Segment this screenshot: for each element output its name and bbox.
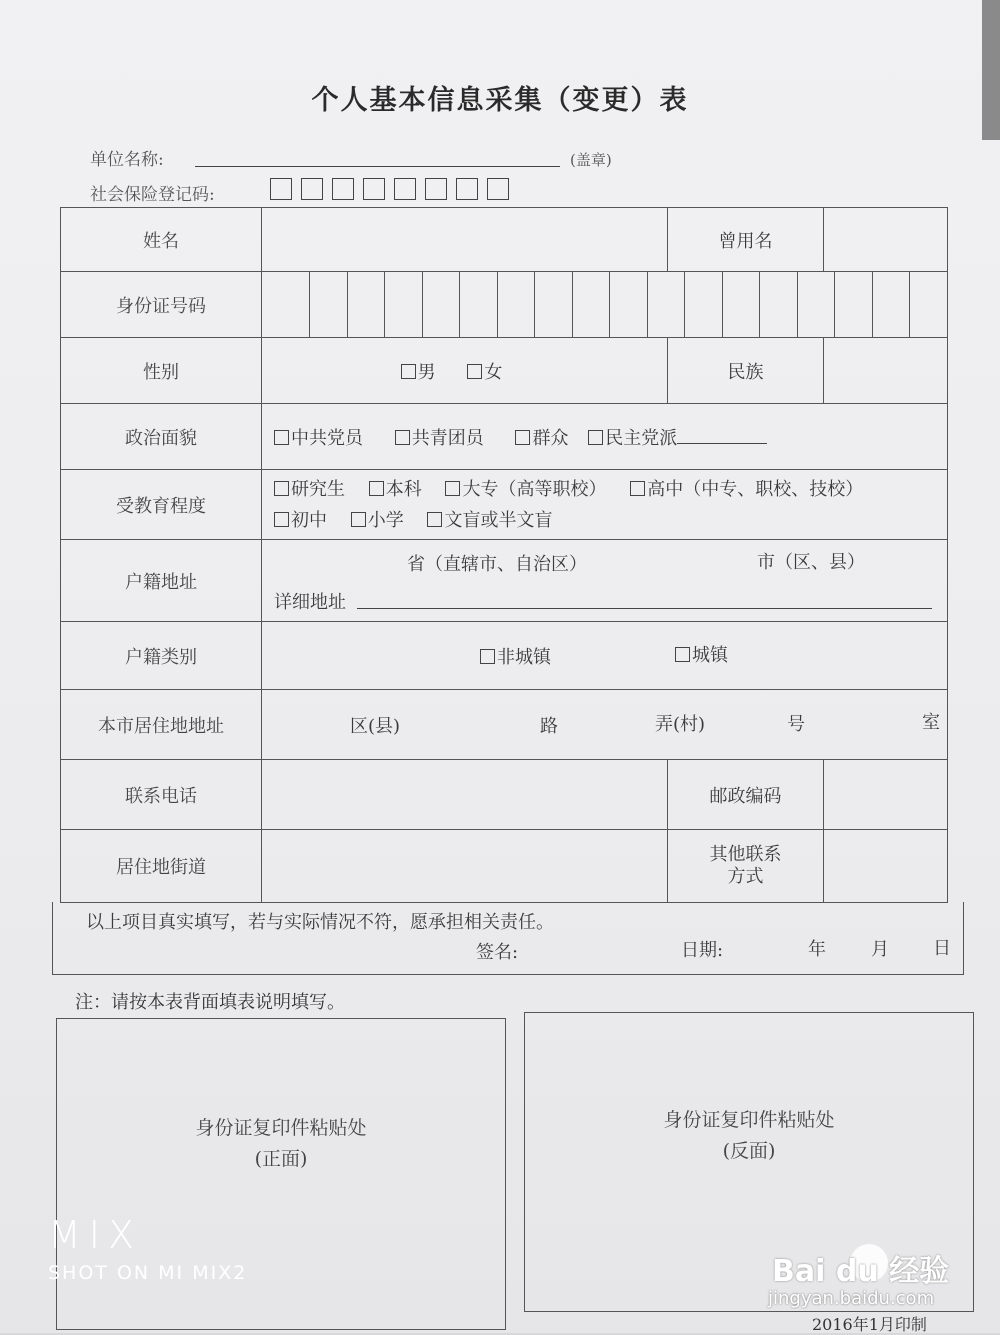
education-option[interactable]: 研究生 [274, 479, 345, 500]
political-options [262, 404, 948, 470]
political-option[interactable]: 民主党派 [588, 428, 767, 449]
education-option[interactable]: 本科 [369, 479, 422, 500]
phone-field[interactable] [262, 760, 668, 830]
hukou-type-option[interactable]: 城镇 [675, 641, 728, 667]
checkbox-icon[interactable] [274, 481, 289, 496]
id-digit-cell[interactable] [309, 272, 347, 337]
gender-label: 性别 [61, 338, 262, 404]
id-digit-cell[interactable] [534, 272, 572, 337]
education-option[interactable]: 小学 [351, 510, 404, 531]
checkbox-icon[interactable] [445, 481, 460, 496]
signature-label: 签名: [476, 942, 519, 963]
info-table [60, 207, 948, 903]
ss-code-box[interactable] [487, 178, 509, 200]
day-label: 日 [933, 938, 951, 959]
checkbox-icon[interactable] [274, 512, 289, 527]
paper-edge-shadow [982, 0, 1000, 140]
seal-label: (盖章) [570, 151, 612, 169]
id-digit-cell[interactable] [422, 272, 460, 337]
shot-on-watermark: SHOT ON MI MIX2 [48, 1262, 248, 1284]
checkbox-icon[interactable] [427, 512, 442, 527]
id-digit-cell[interactable] [609, 272, 647, 337]
checkbox-icon[interactable] [395, 430, 410, 445]
form-title: 个人基本信息采集（变更）表 [311, 85, 689, 116]
id-digit-cell[interactable] [347, 272, 385, 337]
checkbox-icon[interactable] [630, 481, 645, 496]
education-options [262, 470, 948, 540]
city-text: 市（区、县） [757, 552, 865, 573]
residence-room: 室 [922, 712, 940, 733]
other-contact-label: 其他联系方式 [668, 830, 824, 903]
checkbox-icon[interactable] [274, 430, 289, 445]
id-number-cells[interactable] [262, 272, 948, 338]
former-name-field[interactable] [824, 208, 948, 272]
street-field[interactable] [262, 830, 668, 903]
gender-option-male[interactable]: 男 [401, 362, 436, 383]
ethnicity-field[interactable] [824, 338, 948, 404]
id-digit-cell[interactable] [684, 272, 722, 337]
gender-options [262, 338, 668, 404]
ss-code-box[interactable] [332, 178, 354, 200]
education-option[interactable]: 高中（中专、职校、技校） [630, 479, 863, 500]
education-option[interactable]: 初中 [274, 510, 327, 531]
id-digit-cell[interactable] [384, 272, 422, 337]
ss-code-boxes[interactable] [270, 178, 518, 200]
political-option[interactable]: 中共党员 [274, 428, 363, 449]
province-text: 省（直辖市、自治区） [407, 554, 587, 575]
postcode-field[interactable] [824, 760, 948, 830]
fill-note: 注：请按本表背面填表说明填写。 [75, 992, 345, 1013]
ss-code-box[interactable] [363, 178, 385, 200]
year-label: 年 [808, 939, 826, 960]
ss-code-box[interactable] [456, 178, 478, 200]
mix-watermark: MIX [48, 1213, 143, 1257]
id-digit-cell[interactable] [572, 272, 610, 337]
name-label: 姓名 [61, 208, 262, 272]
month-label: 月 [871, 939, 889, 960]
hukou-type-option[interactable]: 非城镇 [480, 643, 551, 669]
residence-field[interactable] [262, 690, 948, 760]
hukou-address-field[interactable] [262, 540, 948, 622]
unit-name-line[interactable] [195, 166, 560, 167]
checkbox-icon[interactable] [515, 430, 530, 445]
residence-district: 区(县) [350, 716, 401, 737]
postcode-label: 邮政编码 [668, 760, 824, 830]
street-label: 居住地街道 [61, 830, 262, 903]
ss-code-box[interactable] [301, 178, 323, 200]
checkbox-icon[interactable] [369, 481, 384, 496]
id-digit-cell[interactable] [872, 272, 910, 337]
declaration-text: 以上项目真实填写，若与实际情况不符，愿承担相关责任。 [86, 912, 554, 933]
political-option[interactable]: 共青团员 [395, 428, 484, 449]
phone-label: 联系电话 [61, 760, 262, 830]
residence-number: 号 [787, 714, 805, 735]
id-digit-cell[interactable] [459, 272, 497, 337]
id-digit-cell[interactable] [497, 272, 535, 337]
education-option[interactable]: 大专（高等职校） [445, 479, 606, 500]
print-date: 2016年1月印制 [812, 1315, 927, 1334]
date-label: 日期: [681, 940, 724, 961]
id-digit-cell[interactable] [759, 272, 797, 337]
party-name-line[interactable] [677, 443, 767, 444]
hukou-type-options [262, 622, 948, 690]
residence-label: 本市居住地地址 [61, 690, 262, 760]
former-name-label: 曾用名 [668, 208, 824, 272]
political-option[interactable]: 群众 [515, 428, 568, 449]
detail-address-line[interactable] [357, 608, 932, 609]
other-contact-field[interactable] [824, 830, 948, 903]
checkbox-icon[interactable] [588, 430, 603, 445]
checkbox-icon[interactable] [467, 364, 482, 379]
unit-name-label: 单位名称: [90, 150, 164, 170]
gender-option-female[interactable]: 女 [467, 362, 502, 383]
name-field[interactable] [262, 208, 668, 272]
id-front-sub: (正面) [254, 1148, 308, 1170]
id-front-title: 身份证复印件粘贴处 [195, 1117, 367, 1139]
id-digit-cell[interactable] [797, 272, 835, 337]
hukou-address-label: 户籍地址 [61, 540, 262, 622]
id-digit-cell[interactable] [647, 272, 685, 337]
checkbox-icon[interactable] [401, 364, 416, 379]
residence-lane: 弄(村) [655, 714, 706, 735]
ss-code-box[interactable] [270, 178, 292, 200]
id-number-label: 身份证号码 [61, 272, 262, 338]
id-back-title: 身份证复印件粘贴处 [663, 1109, 835, 1131]
id-digit-cell[interactable] [262, 272, 309, 337]
ss-code-label: 社会保险登记码: [90, 185, 215, 205]
ss-code-box[interactable] [425, 178, 447, 200]
education-label: 受教育程度 [61, 470, 262, 540]
checkbox-icon[interactable] [351, 512, 366, 527]
residence-road: 路 [540, 716, 558, 737]
id-digit-cell[interactable] [722, 272, 760, 337]
baidu-logo: Bai du 经验 [772, 1246, 949, 1290]
id-back-sub: (反面) [722, 1140, 776, 1162]
education-option[interactable]: 文盲或半文盲 [427, 510, 552, 531]
baidu-site: jingyan.baidu.com [768, 1288, 935, 1309]
ethnicity-label: 民族 [668, 338, 824, 404]
declaration-box [52, 902, 964, 975]
id-digit-cell[interactable] [834, 272, 872, 337]
checkbox-icon[interactable] [675, 647, 690, 662]
ss-code-box[interactable] [394, 178, 416, 200]
detail-address-label: 详细地址 [274, 592, 346, 613]
id-digit-cell[interactable] [909, 272, 947, 337]
political-label: 政治面貌 [61, 404, 262, 470]
hukou-type-label: 户籍类别 [61, 622, 262, 690]
checkbox-icon[interactable] [480, 649, 495, 664]
